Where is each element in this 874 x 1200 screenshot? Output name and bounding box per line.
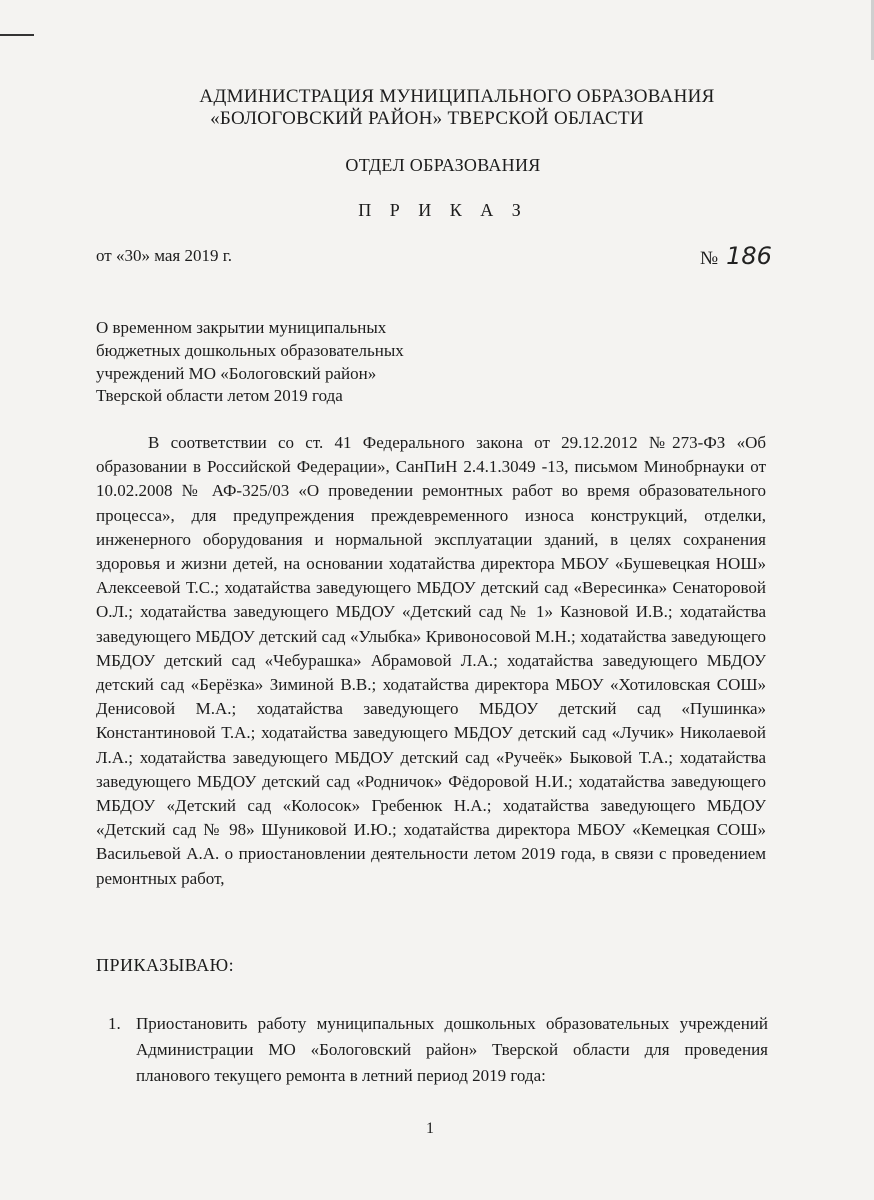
- subject-line: бюджетных дошкольных образовательных: [96, 340, 404, 360]
- header-line-1: АДМИНИСТРАЦИЯ МУНИЦИПАЛЬНОГО ОБРАЗОВАНИЯ: [199, 86, 715, 107]
- preamble-paragraph: В соответствии со ст. 41 Федерального закона от 29.12.2012 №273-ФЗ «Об образовании в Российской Федерации», СанПиН 2.4.1.3049 -13, письмом Минобрнауки от 10.02.2008 № АФ-325/03 «О проведении ремонтных работ во время образовательного процесса», для предупреждения преждевременного износа конструкций, отделки, инженерного оборудования и нормальной эксплуатации зданий, в целях сохранения здоровья и жизни детей, на основании ходатайства директора МБОУ «Бушевецкая НОШ» Алексеевой Т.С.; ходатайства заведующего МБДОУ детский сад «Вересинка» Сенаторовой О.Л.; ходатайства заведующего МБДОУ «Детский сад № 1» Казновой И.В.; ходатайства заведующего МБДОУ детский сад «Улыбка» Кривоносовой М.Н.; ходатайства заведующего МБДОУ детский сад «Чебурашка» Абрамовой Л.А.; ходатайства заведующего МБДОУ детский сад «Берёзка» Зиминой В.В.; ходатайства директора МБОУ «Хотиловская СОШ» Денисовой М.А.; ходатайства заведующего МБДОУ детский сад «Пушинка» Константиновой Т.А.; ходатайства заведующего МБДОУ детский сад «Лучик» Николаевой Л.А.; ходатайства заведующего МБДОУ детский сад «Ручеёк» Быковой Т.А.; ходатайства заведующего МБДОУ детский сад «Родничок» Фёдоровой Н.И.; ходатайства заведующего МБДОУ «Детский сад «Колосок» Гребенюк Н.А.; ходатайства заведующего МБДОУ «Детский сад № 98» Шуниковой И.Ю.; ходатайства директора МБОУ «Кемецкая СОШ» Васильевой А.А. о приостановлении деятельности летом 2019 года, в связи с проведением ремонтных работ,: [96, 433, 766, 888]
- subject-line: О временном закрытии муниципальных: [96, 318, 387, 337]
- order-number-label: №: [700, 248, 719, 269]
- order-item-number: 1.: [108, 1014, 121, 1033]
- scan-corner-mark: [0, 34, 34, 36]
- order-subject: [96, 317, 476, 408]
- page-number: 1: [426, 1120, 434, 1137]
- order-date: от «30» мая 2019 г.: [96, 246, 233, 265]
- order-item-text: Приостановить работу муниципальных дошкольных образовательных учреждений Администрации МО «Бологовский район» Тверской области для проведения планового текущего ремонта в летний период 2019 года:: [136, 1014, 768, 1085]
- order-number-value: 186: [726, 242, 772, 270]
- subject-line: учреждений МО «Бологовский район»: [96, 363, 377, 383]
- order-number: [700, 242, 772, 270]
- subject-line: Тверской области летом 2019 года: [96, 386, 343, 406]
- header-line-2: «БОЛОГОВСКИЙ РАЙОН» ТВЕРСКОЙ ОБЛАСТИ: [210, 108, 644, 129]
- department-title: ОТДЕЛ ОБРАЗОВАНИЯ: [345, 155, 541, 175]
- orders-heading: ПРИКАЗЫВАЮ:: [96, 955, 235, 975]
- document-type: П Р И К А З: [358, 200, 528, 220]
